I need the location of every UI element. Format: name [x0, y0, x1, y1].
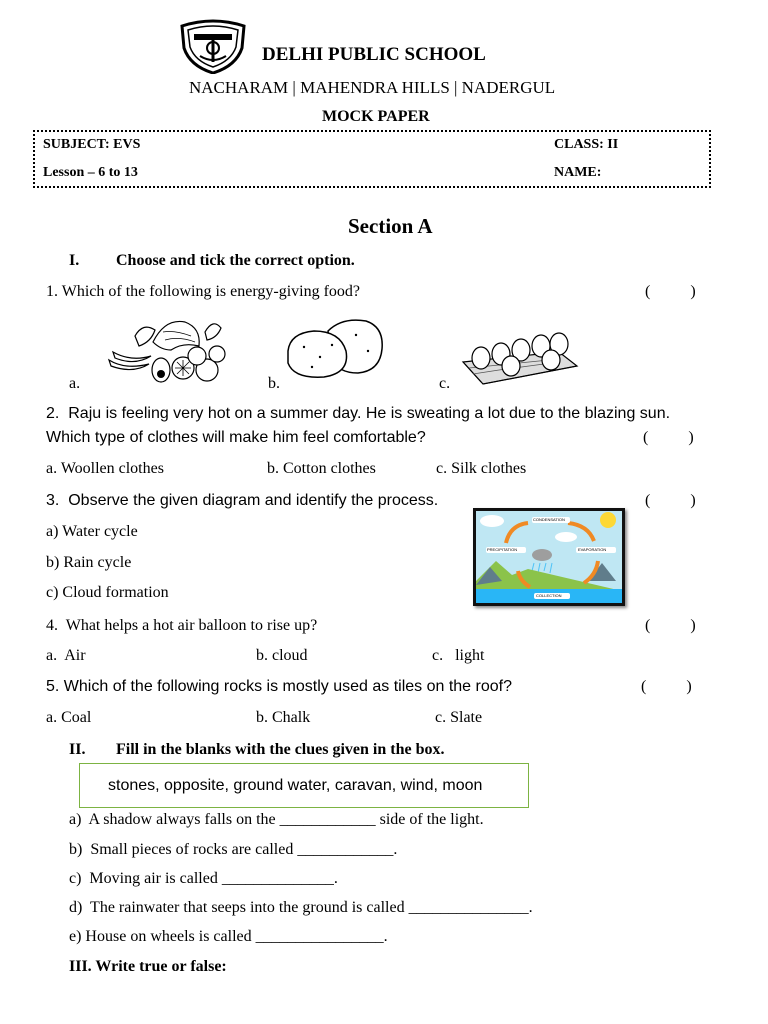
condensation-label: CONDENSATION: [533, 517, 565, 522]
q4-option-c[interactable]: c. light: [432, 647, 485, 664]
q1-text: 1. Which of the following is energy-giving food?: [46, 283, 361, 300]
subject-label: SUBJECT: EVS: [43, 137, 141, 152]
q4-text: 4. What helps a hot air balloon to rise up?: [46, 617, 318, 634]
q4-option-a[interactable]: a. Air: [46, 647, 86, 664]
collection-label: COLLECTION: [536, 593, 562, 598]
q3-option-b[interactable]: b) Rain cycle: [46, 554, 132, 571]
section-title: Section A: [348, 214, 433, 238]
paper-title: MOCK PAPER: [322, 108, 430, 125]
q5-text: 5. Which of the following rocks is mostly used as tiles on the roof?: [46, 678, 512, 695]
q1-option-a[interactable]: a.: [69, 375, 81, 392]
q5-option-c[interactable]: c. Slate: [435, 709, 483, 726]
q5-answer-paren[interactable]: ( ): [641, 678, 692, 695]
part2-number: II.: [69, 741, 86, 758]
blank-item-e: e) House on wheels is called ________________.: [69, 928, 388, 945]
q3-option-a[interactable]: a) Water cycle: [46, 523, 138, 540]
clue-words: stones, opposite, ground water, caravan, wind, moon: [108, 777, 483, 794]
school-name: DELHI PUBLIC SCHOOL: [262, 44, 486, 65]
q5-option-a[interactable]: a. Coal: [46, 709, 92, 726]
blank-item-c: c) Moving air is called ______________.: [69, 870, 338, 887]
fruits-image: [105, 312, 227, 386]
water-cycle-diagram: [473, 508, 625, 606]
class-label: CLASS: II: [554, 137, 619, 152]
evaporation-label: EVAPORATION: [578, 547, 607, 552]
blank-item-b: b) Small pieces of rocks are called ____________.: [69, 841, 398, 858]
q3-option-c[interactable]: c) Cloud formation: [46, 584, 169, 601]
part2-heading: Fill in the blanks with the clues given in the box.: [116, 741, 445, 758]
part1-heading: Choose and tick the correct option.: [116, 252, 355, 269]
q2-text-line1: 2. Raju is feeling very hot on a summer day. He is sweating a lot due to the blazing sun.: [46, 405, 671, 422]
q1-option-c[interactable]: c.: [439, 375, 451, 392]
q2-option-a[interactable]: a. Woollen clothes: [46, 460, 164, 477]
q1-answer-paren[interactable]: ( ): [645, 283, 696, 300]
q3-answer-paren[interactable]: ( ): [645, 492, 696, 509]
eggs-image: [459, 322, 581, 390]
blank-item-a: a) A shadow always falls on the ____________ side of the light.: [69, 811, 484, 828]
part3-heading: III. Write true or false:: [69, 958, 227, 975]
q3-text: 3. Observe the given diagram and identify the process.: [46, 492, 439, 509]
q4-option-b[interactable]: b. cloud: [256, 647, 308, 664]
school-logo: [176, 18, 250, 74]
lesson-label: Lesson – 6 to 13: [43, 165, 138, 180]
q2-option-c[interactable]: c. Silk clothes: [436, 460, 527, 477]
branches: NACHARAM | MAHENDRA HILLS | NADERGUL: [189, 78, 556, 97]
q2-option-b[interactable]: b. Cotton clothes: [267, 460, 376, 477]
name-label: NAME:: [554, 165, 602, 180]
q1-option-b[interactable]: b.: [268, 375, 280, 392]
blank-item-d: d) The rainwater that seeps into the ground is called _______________.: [69, 899, 533, 916]
q2-answer-paren[interactable]: ( ): [643, 429, 694, 446]
q2-text-line2: Which type of clothes will make him feel comfortable?: [46, 429, 426, 446]
part1-number: I.: [69, 252, 80, 269]
potatoes-image: [284, 317, 384, 383]
precipitation-label: PRECIPITATION: [487, 547, 518, 552]
q5-option-b[interactable]: b. Chalk: [256, 709, 311, 726]
q4-answer-paren[interactable]: ( ): [645, 617, 696, 634]
